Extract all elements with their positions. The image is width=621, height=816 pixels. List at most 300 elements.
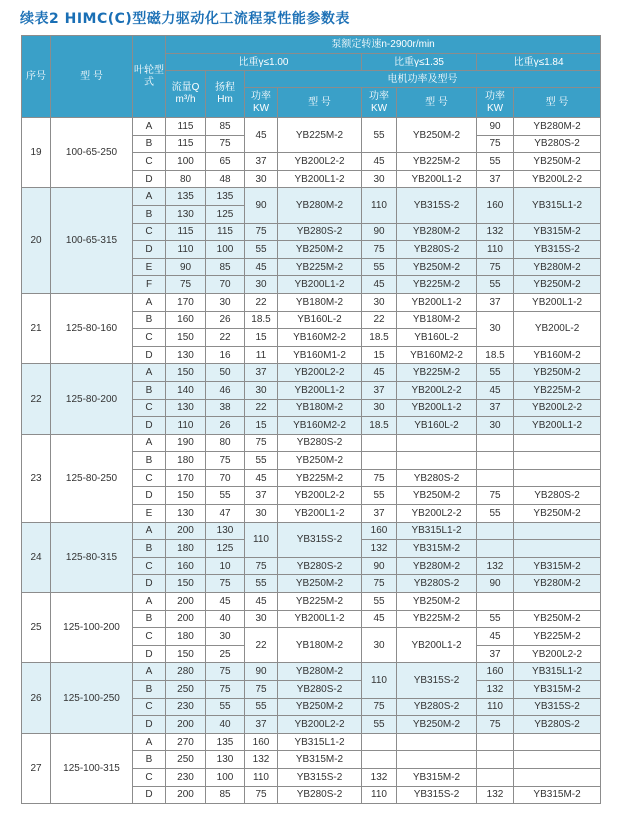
row-seq: 20 — [22, 188, 51, 294]
cell-power-1: 45 — [245, 258, 278, 276]
cell-motor-2: YB250M-2 — [397, 593, 477, 611]
header-impeller: 叶轮型式 — [133, 36, 166, 118]
cell-motor-3: YB315M-2 — [514, 786, 601, 804]
cell-motor-3: YB280M-2 — [514, 575, 601, 593]
cell-motor-2: YB315M-2 — [397, 540, 477, 558]
cell-power-1: 11 — [245, 346, 278, 364]
group-19 — [22, 118, 601, 188]
cell-motor-1: YB225M-2 — [278, 469, 362, 487]
cell-head-value: 47 — [206, 505, 245, 523]
cell-motor-1: YB200L2-2 — [278, 364, 362, 382]
cell-power-3: 55 — [477, 276, 514, 294]
group-24 — [22, 522, 601, 592]
cell-head-value: 10 — [206, 557, 245, 575]
cell-motor-2: YB280M-2 — [397, 223, 477, 241]
cell-head-value: 85 — [206, 118, 245, 136]
cell-power-2: 90 — [362, 223, 397, 241]
cell-power-3: 132 — [477, 681, 514, 699]
cell-motor-3: YB250M-2 — [514, 610, 601, 628]
cell-motor-1: YB280S-2 — [278, 681, 362, 699]
cell-flow-value: 90 — [166, 258, 206, 276]
cell-motor-3 — [514, 540, 601, 558]
cell-power-1: 45 — [245, 593, 278, 611]
cell-power-1: 37 — [245, 153, 278, 171]
cell-flow-value: 180 — [166, 628, 206, 646]
cell-power-3 — [477, 469, 514, 487]
cell-impeller-type: C — [133, 223, 166, 241]
cell-motor-2: YB200L2-2 — [397, 381, 477, 399]
cell-flow-value: 150 — [166, 645, 206, 663]
cell-impeller-type: D — [133, 786, 166, 804]
cell-head-value: 100 — [206, 241, 245, 259]
cell-motor-2: YB160M2-2 — [397, 346, 477, 364]
cell-power-2 — [362, 452, 397, 470]
cell-power-3: 75 — [477, 716, 514, 734]
cell-head-value: 125 — [206, 540, 245, 558]
cell-power-1: 90 — [245, 663, 278, 681]
header-power-2: 功率 KW — [362, 88, 397, 118]
cell-motor-1: YB200L1-2 — [278, 170, 362, 188]
cell-power-1: 22 — [245, 293, 278, 311]
cell-motor-1: YB315L1-2 — [278, 733, 362, 751]
cell-motor-3: YB200L2-2 — [514, 170, 601, 188]
row-seq: 27 — [22, 733, 51, 803]
cell-flow-value: 200 — [166, 610, 206, 628]
cell-power-3: 110 — [477, 698, 514, 716]
cell-power-2 — [362, 434, 397, 452]
cell-power-1: 37 — [245, 364, 278, 382]
cell-power-3 — [477, 540, 514, 558]
header-seq: 序号 — [22, 36, 51, 118]
cell-head-value: 80 — [206, 434, 245, 452]
cell-power-3 — [477, 733, 514, 751]
cell-motor-3: YB250M-2 — [514, 276, 601, 294]
cell-power-2: 55 — [362, 716, 397, 734]
cell-impeller-type: C — [133, 557, 166, 575]
cell-motor-2: YB160L-2 — [397, 329, 477, 347]
cell-motor-2: YB250M-2 — [397, 118, 477, 153]
cell-flow-value: 170 — [166, 469, 206, 487]
cell-motor-3 — [514, 434, 601, 452]
table-row — [22, 663, 601, 681]
cell-power-1: 18.5 — [245, 311, 278, 329]
cell-power-2: 30 — [362, 170, 397, 188]
cell-motor-1: YB180M-2 — [278, 628, 362, 663]
cell-power-1: 75 — [245, 557, 278, 575]
group-21 — [22, 293, 601, 363]
cell-power-2: 75 — [362, 698, 397, 716]
cell-motor-3: YB315L1-2 — [514, 663, 601, 681]
pump-parameter-table — [21, 35, 601, 804]
header-mtype-2: 型 号 — [397, 88, 477, 118]
row-seq: 19 — [22, 118, 51, 188]
cell-impeller-type: B — [133, 135, 166, 153]
cell-motor-2: YB280S-2 — [397, 469, 477, 487]
cell-motor-1: YB225M-2 — [278, 593, 362, 611]
cell-motor-3: YB250M-2 — [514, 364, 601, 382]
cell-head-value: 40 — [206, 716, 245, 734]
cell-flow-value: 130 — [166, 399, 206, 417]
row-seq: 26 — [22, 663, 51, 733]
cell-head-value: 40 — [206, 610, 245, 628]
cell-impeller-type: B — [133, 681, 166, 699]
cell-power-3: 55 — [477, 153, 514, 171]
cell-motor-3: YB315S-2 — [514, 698, 601, 716]
cell-flow-value: 100 — [166, 153, 206, 171]
cell-power-3 — [477, 452, 514, 470]
cell-motor-2: YB250M-2 — [397, 258, 477, 276]
cell-motor-1: YB180M-2 — [278, 399, 362, 417]
row-seq: 25 — [22, 593, 51, 663]
row-model: 125-80-315 — [51, 522, 133, 592]
cell-power-3: 90 — [477, 575, 514, 593]
cell-power-1: 22 — [245, 399, 278, 417]
cell-motor-3 — [514, 469, 601, 487]
cell-flow-value: 140 — [166, 381, 206, 399]
cell-motor-3 — [514, 452, 601, 470]
cell-head-value: 30 — [206, 628, 245, 646]
cell-impeller-type: B — [133, 452, 166, 470]
cell-power-1: 45 — [245, 118, 278, 153]
cell-motor-3: YB315M-2 — [514, 557, 601, 575]
cell-power-3: 90 — [477, 118, 514, 136]
cell-power-1: 55 — [245, 241, 278, 259]
cell-flow-value: 250 — [166, 681, 206, 699]
row-seq: 23 — [22, 434, 51, 522]
cell-motor-1: YB280S-2 — [278, 434, 362, 452]
cell-flow-value: 135 — [166, 188, 206, 206]
cell-motor-3 — [514, 768, 601, 786]
row-model: 125-100-315 — [51, 733, 133, 803]
cell-power-2: 55 — [362, 118, 397, 153]
cell-impeller-type: D — [133, 487, 166, 505]
cell-motor-1: YB280M-2 — [278, 663, 362, 681]
group-20 — [22, 188, 601, 294]
cell-motor-1: YB200L2-2 — [278, 153, 362, 171]
cell-motor-1: YB250M-2 — [278, 241, 362, 259]
cell-motor-1: YB315S-2 — [278, 768, 362, 786]
table-row — [22, 293, 601, 311]
cell-impeller-type: A — [133, 188, 166, 206]
cell-head-value: 38 — [206, 399, 245, 417]
header-motor: 电机功率及型号 — [245, 71, 601, 88]
cell-motor-3 — [514, 733, 601, 751]
cell-motor-2: YB250M-2 — [397, 716, 477, 734]
cell-impeller-type: D — [133, 417, 166, 435]
cell-flow-value: 75 — [166, 276, 206, 294]
cell-motor-3: YB200L-2 — [514, 311, 601, 346]
cell-power-3: 45 — [477, 381, 514, 399]
cell-flow-value: 115 — [166, 135, 206, 153]
cell-power-2: 132 — [362, 540, 397, 558]
cell-motor-2: YB200L1-2 — [397, 293, 477, 311]
cell-motor-1: YB280S-2 — [278, 786, 362, 804]
cell-impeller-type: D — [133, 170, 166, 188]
cell-motor-2: YB280S-2 — [397, 698, 477, 716]
cell-motor-2: YB180M-2 — [397, 311, 477, 329]
cell-head-value: 75 — [206, 575, 245, 593]
cell-power-2: 75 — [362, 469, 397, 487]
cell-power-1: 30 — [245, 381, 278, 399]
cell-head-value: 75 — [206, 452, 245, 470]
cell-motor-2: YB280S-2 — [397, 575, 477, 593]
cell-power-3: 37 — [477, 645, 514, 663]
cell-impeller-type: A — [133, 733, 166, 751]
cell-power-2: 75 — [362, 241, 397, 259]
row-model: 125-80-200 — [51, 364, 133, 434]
header-sg1: 比重γ≤1.00 — [166, 54, 362, 71]
cell-power-3: 132 — [477, 786, 514, 804]
cell-flow-value: 190 — [166, 434, 206, 452]
cell-flow-value: 280 — [166, 663, 206, 681]
cell-power-3: 30 — [477, 417, 514, 435]
cell-impeller-type: B — [133, 381, 166, 399]
row-model: 125-100-200 — [51, 593, 133, 663]
cell-head-value: 48 — [206, 170, 245, 188]
header-power-3: 功率 KW — [477, 88, 514, 118]
cell-power-3: 110 — [477, 241, 514, 259]
cell-flow-value: 115 — [166, 118, 206, 136]
cell-head-value: 75 — [206, 681, 245, 699]
cell-motor-1: YB160M1-2 — [278, 346, 362, 364]
cell-motor-1: YB315S-2 — [278, 522, 362, 557]
cell-head-value: 85 — [206, 786, 245, 804]
cell-head-value: 55 — [206, 698, 245, 716]
cell-impeller-type: A — [133, 293, 166, 311]
cell-motor-1: YB315M-2 — [278, 751, 362, 769]
cell-power-3: 37 — [477, 293, 514, 311]
cell-impeller-type: C — [133, 628, 166, 646]
group-25 — [22, 593, 601, 663]
cell-head-value: 26 — [206, 417, 245, 435]
cell-motor-3: YB225M-2 — [514, 381, 601, 399]
cell-power-1: 30 — [245, 610, 278, 628]
cell-motor-3: YB315M-2 — [514, 681, 601, 699]
header-sg2: 比重γ≤1.35 — [362, 54, 477, 71]
cell-head-value: 70 — [206, 469, 245, 487]
cell-power-1: 160 — [245, 733, 278, 751]
cell-motor-1: YB180M-2 — [278, 293, 362, 311]
cell-motor-2: YB200L1-2 — [397, 628, 477, 663]
cell-power-2: 15 — [362, 346, 397, 364]
cell-flow-value: 160 — [166, 311, 206, 329]
cell-power-1: 30 — [245, 505, 278, 523]
cell-power-2: 18.5 — [362, 329, 397, 347]
cell-flow-value: 130 — [166, 205, 206, 223]
cell-motor-3: YB315M-2 — [514, 223, 601, 241]
cell-motor-2 — [397, 733, 477, 751]
row-model: 125-100-250 — [51, 663, 133, 733]
cell-impeller-type: C — [133, 768, 166, 786]
cell-power-2: 45 — [362, 153, 397, 171]
cell-motor-2: YB315L1-2 — [397, 522, 477, 540]
cell-impeller-type: F — [133, 276, 166, 294]
cell-flow-value: 200 — [166, 593, 206, 611]
cell-motor-3: YB200L1-2 — [514, 293, 601, 311]
cell-head-value: 46 — [206, 381, 245, 399]
cell-head-value: 26 — [206, 311, 245, 329]
cell-motor-1: YB225M-2 — [278, 258, 362, 276]
table-title: 续表2 HIMC(C)型磁力驱动化工流程泵性能参数表 — [20, 11, 350, 27]
cell-motor-2: YB225M-2 — [397, 610, 477, 628]
cell-power-1: 22 — [245, 628, 278, 663]
cell-motor-3: YB280S-2 — [514, 716, 601, 734]
cell-motor-3 — [514, 751, 601, 769]
cell-head-value: 85 — [206, 258, 245, 276]
cell-power-1: 30 — [245, 276, 278, 294]
cell-power-1: 75 — [245, 223, 278, 241]
cell-power-3 — [477, 751, 514, 769]
cell-motor-2: YB160L-2 — [397, 417, 477, 435]
cell-motor-1: YB280S-2 — [278, 223, 362, 241]
cell-power-2: 132 — [362, 768, 397, 786]
cell-power-2: 18.5 — [362, 417, 397, 435]
cell-power-3: 37 — [477, 399, 514, 417]
cell-head-value: 135 — [206, 188, 245, 206]
cell-motor-3 — [514, 522, 601, 540]
cell-head-value: 115 — [206, 223, 245, 241]
cell-impeller-type: B — [133, 311, 166, 329]
cell-motor-2: YB315S-2 — [397, 786, 477, 804]
cell-power-3 — [477, 593, 514, 611]
row-seq: 22 — [22, 364, 51, 434]
cell-flow-value: 150 — [166, 364, 206, 382]
cell-motor-2: YB280S-2 — [397, 241, 477, 259]
cell-head-value: 65 — [206, 153, 245, 171]
row-seq: 24 — [22, 522, 51, 592]
cell-impeller-type: C — [133, 399, 166, 417]
cell-power-2: 37 — [362, 505, 397, 523]
group-22 — [22, 364, 601, 434]
cell-motor-3: YB280S-2 — [514, 135, 601, 153]
cell-motor-2: YB315M-2 — [397, 768, 477, 786]
row-model: 125-80-160 — [51, 293, 133, 363]
cell-impeller-type: D — [133, 645, 166, 663]
cell-power-3 — [477, 768, 514, 786]
cell-motor-2: YB315S-2 — [397, 188, 477, 223]
cell-impeller-type: B — [133, 610, 166, 628]
cell-power-2: 55 — [362, 487, 397, 505]
cell-impeller-type: C — [133, 469, 166, 487]
cell-power-1: 132 — [245, 751, 278, 769]
cell-motor-3: YB280M-2 — [514, 258, 601, 276]
cell-impeller-type: A — [133, 434, 166, 452]
group-26 — [22, 663, 601, 733]
row-model: 100-65-250 — [51, 118, 133, 188]
cell-motor-2: YB225M-2 — [397, 276, 477, 294]
cell-impeller-type: E — [133, 505, 166, 523]
cell-flow-value: 270 — [166, 733, 206, 751]
cell-motor-1: YB160L-2 — [278, 311, 362, 329]
cell-power-3: 132 — [477, 557, 514, 575]
cell-motor-1: YB160M2-2 — [278, 329, 362, 347]
cell-power-1: 30 — [245, 170, 278, 188]
cell-power-3: 132 — [477, 223, 514, 241]
cell-impeller-type: A — [133, 118, 166, 136]
cell-flow-value: 115 — [166, 223, 206, 241]
cell-motor-1: YB160M2-2 — [278, 417, 362, 435]
cell-power-1: 55 — [245, 452, 278, 470]
cell-impeller-type: B — [133, 751, 166, 769]
cell-power-1: 55 — [245, 698, 278, 716]
table-row — [22, 733, 601, 751]
cell-motor-1: YB200L2-2 — [278, 487, 362, 505]
cell-impeller-type: D — [133, 575, 166, 593]
cell-motor-2: YB280M-2 — [397, 557, 477, 575]
cell-head-value: 30 — [206, 293, 245, 311]
table-header — [22, 36, 601, 118]
cell-motor-3: YB280M-2 — [514, 118, 601, 136]
cell-impeller-type: B — [133, 540, 166, 558]
cell-head-value: 100 — [206, 768, 245, 786]
cell-motor-2: YB250M-2 — [397, 487, 477, 505]
cell-head-value: 25 — [206, 645, 245, 663]
cell-impeller-type: D — [133, 346, 166, 364]
cell-impeller-type: E — [133, 258, 166, 276]
cell-motor-1: YB250M-2 — [278, 575, 362, 593]
row-seq: 21 — [22, 293, 51, 363]
cell-head-value: 75 — [206, 663, 245, 681]
cell-motor-1: YB200L1-2 — [278, 610, 362, 628]
cell-power-1: 75 — [245, 681, 278, 699]
cell-motor-1: YB280M-2 — [278, 188, 362, 223]
table-row — [22, 593, 601, 611]
cell-power-3: 75 — [477, 487, 514, 505]
cell-motor-2 — [397, 452, 477, 470]
cell-flow-value: 200 — [166, 522, 206, 540]
cell-motor-3 — [514, 593, 601, 611]
cell-head-value: 55 — [206, 487, 245, 505]
header-sg3: 比重γ≤1.84 — [477, 54, 601, 71]
group-23 — [22, 434, 601, 522]
cell-power-1: 15 — [245, 329, 278, 347]
cell-motor-2: YB225M-2 — [397, 153, 477, 171]
cell-flow-value: 160 — [166, 557, 206, 575]
cell-power-3 — [477, 522, 514, 540]
cell-power-2 — [362, 751, 397, 769]
cell-flow-value: 200 — [166, 716, 206, 734]
cell-power-2: 75 — [362, 575, 397, 593]
cell-power-1: 110 — [245, 522, 278, 557]
cell-motor-3: YB160M-2 — [514, 346, 601, 364]
cell-impeller-type: A — [133, 364, 166, 382]
header-head: 扬程 Hm — [206, 71, 245, 118]
header-mtype-3: 型 号 — [514, 88, 601, 118]
cell-flow-value: 170 — [166, 293, 206, 311]
row-model: 100-65-315 — [51, 188, 133, 294]
table-row — [22, 434, 601, 452]
table-row — [22, 364, 601, 382]
cell-impeller-type: D — [133, 716, 166, 734]
cell-power-1: 110 — [245, 768, 278, 786]
cell-motor-1: YB250M-2 — [278, 452, 362, 470]
cell-power-2: 110 — [362, 188, 397, 223]
cell-power-3: 75 — [477, 258, 514, 276]
cell-flow-value: 180 — [166, 452, 206, 470]
cell-power-3: 55 — [477, 610, 514, 628]
cell-power-1: 37 — [245, 487, 278, 505]
cell-impeller-type: A — [133, 663, 166, 681]
cell-power-3: 30 — [477, 311, 514, 346]
cell-impeller-type: C — [133, 698, 166, 716]
cell-motor-3: YB200L1-2 — [514, 417, 601, 435]
cell-head-value: 50 — [206, 364, 245, 382]
cell-flow-value: 180 — [166, 540, 206, 558]
cell-impeller-type: D — [133, 241, 166, 259]
cell-flow-value: 80 — [166, 170, 206, 188]
cell-motor-2: YB200L1-2 — [397, 399, 477, 417]
cell-flow-value: 130 — [166, 346, 206, 364]
